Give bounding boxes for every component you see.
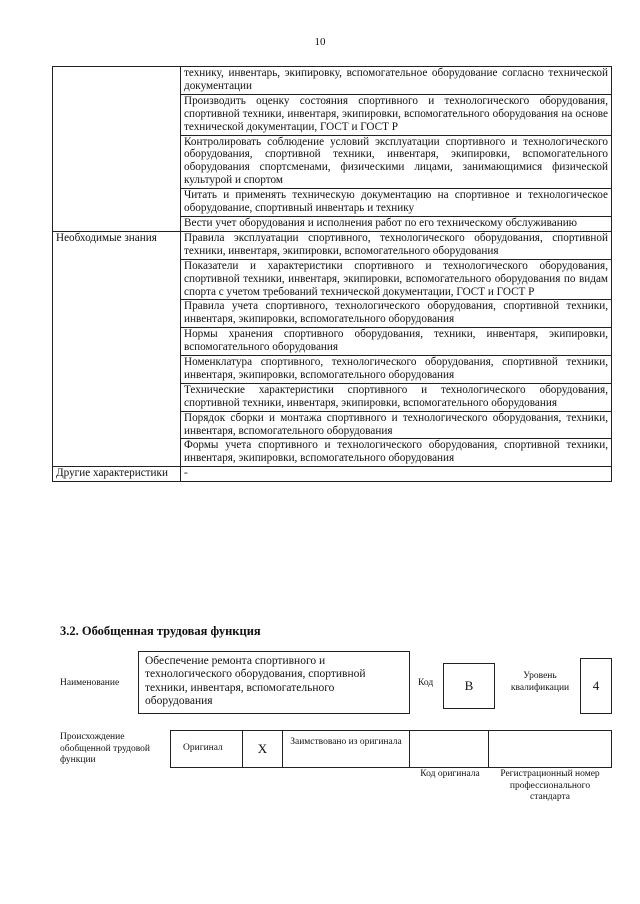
function-name-box: Обеспечение ремонта спортивного и технологического оборудования, спортивной техники, инвентаря, вспомогательного оборудования: [138, 651, 410, 714]
code-label: Код: [418, 678, 434, 688]
code-original-cell: [410, 731, 489, 767]
table-cell: Вести учет оборудования и исполнения работ по его техническому обслуживанию: [181, 216, 612, 231]
level-label: Уровень квалификации: [510, 671, 570, 693]
table-cell: Технические характеристики спортивного и технологического оборудования, спортивной техники, инвентаря, экипировки, вспомогательного оборудования: [181, 383, 612, 411]
table-cell: Правила эксплуатации спортивного, технологического оборудования, спортивной техники, инвентаря, экипировки, вспомогательного оборудования: [181, 231, 612, 259]
origin-label: Происхождение обобщенной трудовой функции: [60, 732, 150, 765]
table-row: [53, 67, 612, 95]
table-cell: Правила учета спортивного, технологического оборудования, спортивной техники, инвентаря, экипировки, вспомогательного оборудования: [181, 300, 612, 328]
table-cell: Читать и применять техническую документацию на спортивное и технологическое оборудование, спортивный инвентарь и технику: [181, 189, 612, 217]
origin-row: [170, 730, 612, 768]
row-label-other: Другие характеристики: [53, 467, 181, 482]
table-cell: Порядок сборки и монтажа спортивного и технологического оборудования, техники, инвентаря, вспомогательного оборудования: [181, 411, 612, 439]
table-cell: Производить оценку состояния спортивного и технологического оборудования, спортивной техники, инвентаря, экипировки, вспомогательного оборудования на основе технической документации, ГОСТ и ГОСТ Р: [181, 94, 612, 135]
table-row: [53, 231, 612, 259]
row-label-knowledge: Необходимые знания: [53, 231, 181, 466]
reg-number-cell: [489, 731, 611, 767]
code-original-label: Код оригинала: [420, 769, 480, 779]
borrowed-cell: Заимствовано из оригинала: [283, 731, 410, 767]
table-cell: Показатели и характеристики спортивного и технологического оборудования, спортивной техники, инвентаря, экипировки, вспомогательного оборудования по видам спорта с учетом требований технической документации, ГОСТ и ГОСТ Р: [181, 259, 612, 300]
table-cell: Контролировать соблюдение условий эксплуатации спортивного и технологического оборудования, спортивной техники, инвентаря, экипировки, вспомогательного оборудования спортсменами, физическими лицами, занимающимися физической культурой и спортом: [181, 135, 612, 189]
page-number: 10: [314, 36, 326, 48]
table-cell: Нормы хранения спортивного оборудования, техники, инвентаря, экипировки, вспомогательного оборудования: [181, 328, 612, 356]
table-cell: Формы учета спортивного и технологического оборудования, спортивной техники, инвентаря, экипировки, вспомогательного оборудования: [181, 439, 612, 467]
table-cell: технику, инвентарь, экипировку, вспомогательное оборудование согласно технической документации: [181, 67, 612, 95]
table-cell: Номенклатура спортивного, технологического оборудования, спортивной техники, инвентаря, экипировки, вспомогательного оборудования: [181, 356, 612, 384]
name-label: Наименование: [60, 678, 120, 688]
table-row: [53, 467, 612, 482]
row-label: [53, 67, 181, 232]
table-cell: -: [181, 467, 612, 482]
reg-number-label: Регистрационный номер профессионального стандарта: [500, 769, 600, 802]
section-title: 3.2. Обобщенная трудовая функция: [60, 624, 261, 638]
original-label: Оригинал: [183, 743, 223, 753]
level-box: 4: [580, 658, 612, 714]
skills-knowledge-table: [52, 66, 612, 482]
original-mark: X: [243, 731, 283, 767]
code-box: B: [443, 663, 495, 709]
original-cell: [171, 731, 243, 767]
